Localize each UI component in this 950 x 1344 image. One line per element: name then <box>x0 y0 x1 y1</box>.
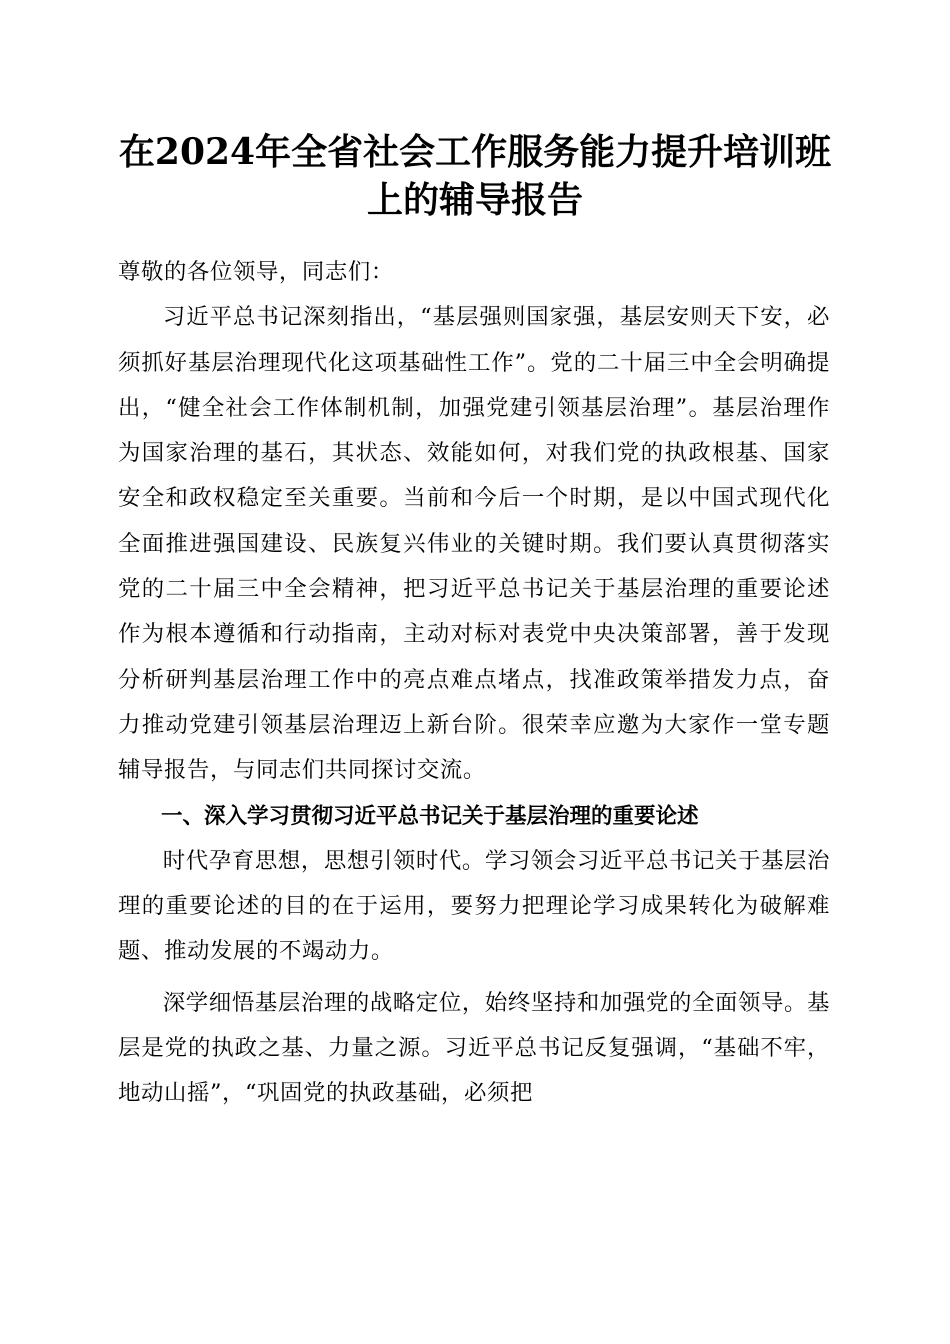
title-line-1: 在2024年全省社会工作服务能力提升培训班 <box>118 131 832 173</box>
document-body <box>118 250 830 1117</box>
title-line-2: 上的辅导报告 <box>366 179 583 221</box>
salutation: 尊敬的各位领导，同志们： <box>118 259 394 285</box>
section-heading: 一、深入学习贯彻习近平总书记关于基层治理的重要论述 <box>161 803 699 829</box>
section-paragraph-1: 时代孕育思想，思想引领时代。学习领会习近平总书记关于基层治理的重要论述的目的在于运用，要努力把理论学习成果转化为破解难题、推动发展的不竭动力。 <box>118 847 830 965</box>
section-paragraph-2: 深学细悟基层治理的战略定位，始终坚持和加强党的全面领导。基层是党的执政之基、力量之源。习近平总书记反复强调，“基础不牢，地动山摇”，“巩固党的执政基础，必须把 <box>118 989 830 1107</box>
intro-paragraph: 习近平总书记深刻指出，“基层强则国家强，基层安则天下安，必须抓好基层治理现代化这项基础性工作”。党的二十届三中全会明确提出，“健全社会工作体制机制，加强党建引领基层治理”。基层治理作为国家治理的基石，其状态、效能如何，对我们党的执政根基、国家安全和政权稳定至关重要。当前和今后一个时期，是以中国式现代化全面推进强国建设、民族复兴伟业的关键时期。我们要认真贯彻落实党的二十届三中全会精神，把习近平总书记关于基层治理的重要论述作为根本遵循和行动指南，主动对标对表党中央决策部署，善于发现分析研判基层治理工作中的亮点难点堵点，找准政策举措发力点，奋力推动党建引领基层治理迈上新台阶。很荣幸应邀为大家作一堂专题辅导报告，与同志们共同探讨交流。 <box>118 304 830 784</box>
document-title <box>100 128 850 224</box>
